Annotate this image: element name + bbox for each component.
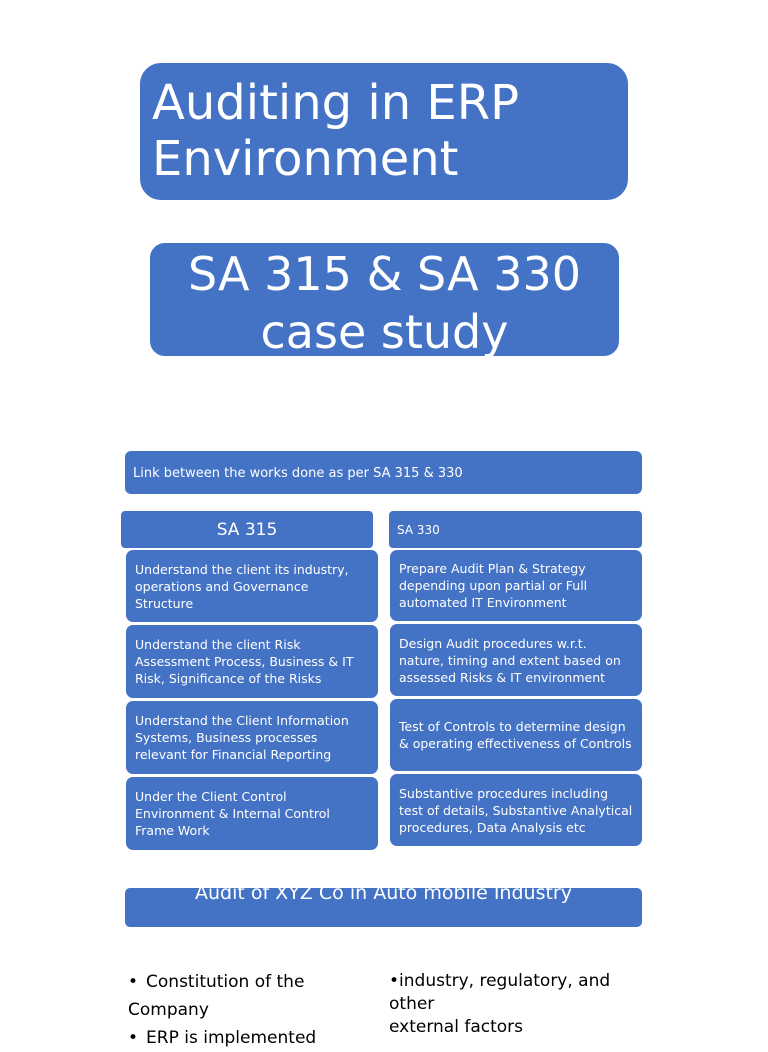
- slide-title: Auditing in ERP Environment: [139, 62, 629, 201]
- sa315-item: [125, 700, 379, 775]
- bullet-item: • Constitution of the Company: [128, 968, 388, 1024]
- slide-subtitle: SA 315 & SA 330 case study: [149, 242, 620, 357]
- sa315-item: [125, 624, 379, 699]
- sa330-item-text: Substantive procedures including test of details, Substantive Analytical procedures, Data Analysis etc: [399, 785, 633, 835]
- sa315-heading: SA 315: [120, 510, 374, 549]
- sa330-item: [389, 549, 643, 622]
- sa330-item-text: Prepare Audit Plan & Strategy depending upon partial or Full automated IT Environment: [399, 561, 588, 610]
- bullet-item-line: external factors: [389, 1017, 524, 1037]
- sa330-heading: SA 330: [388, 510, 643, 549]
- sa330-item-text: Test of Controls to determine design & operating effectiveness of Controls: [399, 719, 632, 751]
- sa315-item-text: Understand the client its industry, operations and Governance Structure: [135, 561, 349, 611]
- bullet-list-left: [128, 968, 388, 1052]
- sa315-item-text: Understand the Client Information Systems, Business processes relevant for Financial Reporting: [135, 713, 349, 762]
- audit-banner-text: Audit of XYZ Co in Auto mobile Industry: [195, 882, 572, 904]
- sa315-item: [125, 549, 379, 623]
- sa330-item: [389, 773, 643, 847]
- sa315-item-text: Under the Client Control Environment & Internal Control Frame Work: [135, 789, 330, 838]
- sa315-item: [125, 776, 379, 851]
- bullet-list-right: [389, 970, 649, 1039]
- sa330-item-text: Design Audit procedures w.r.t. nature, timing and extent based on assessed Risks & IT environment: [399, 635, 621, 685]
- sa315-item-text: Understand the client Risk Assessment Process, Business & IT Risk, Significance of the Risks: [135, 637, 354, 686]
- bullet-item-line: •industry, regulatory, and other: [389, 971, 611, 1014]
- sa330-item: [389, 698, 643, 772]
- bullet-item: • ERP is implemented: [128, 1024, 388, 1052]
- sa330-item: [389, 623, 643, 697]
- audit-banner: [124, 882, 643, 928]
- link-header: Link between the works done as per SA 315 & 330: [124, 450, 643, 495]
